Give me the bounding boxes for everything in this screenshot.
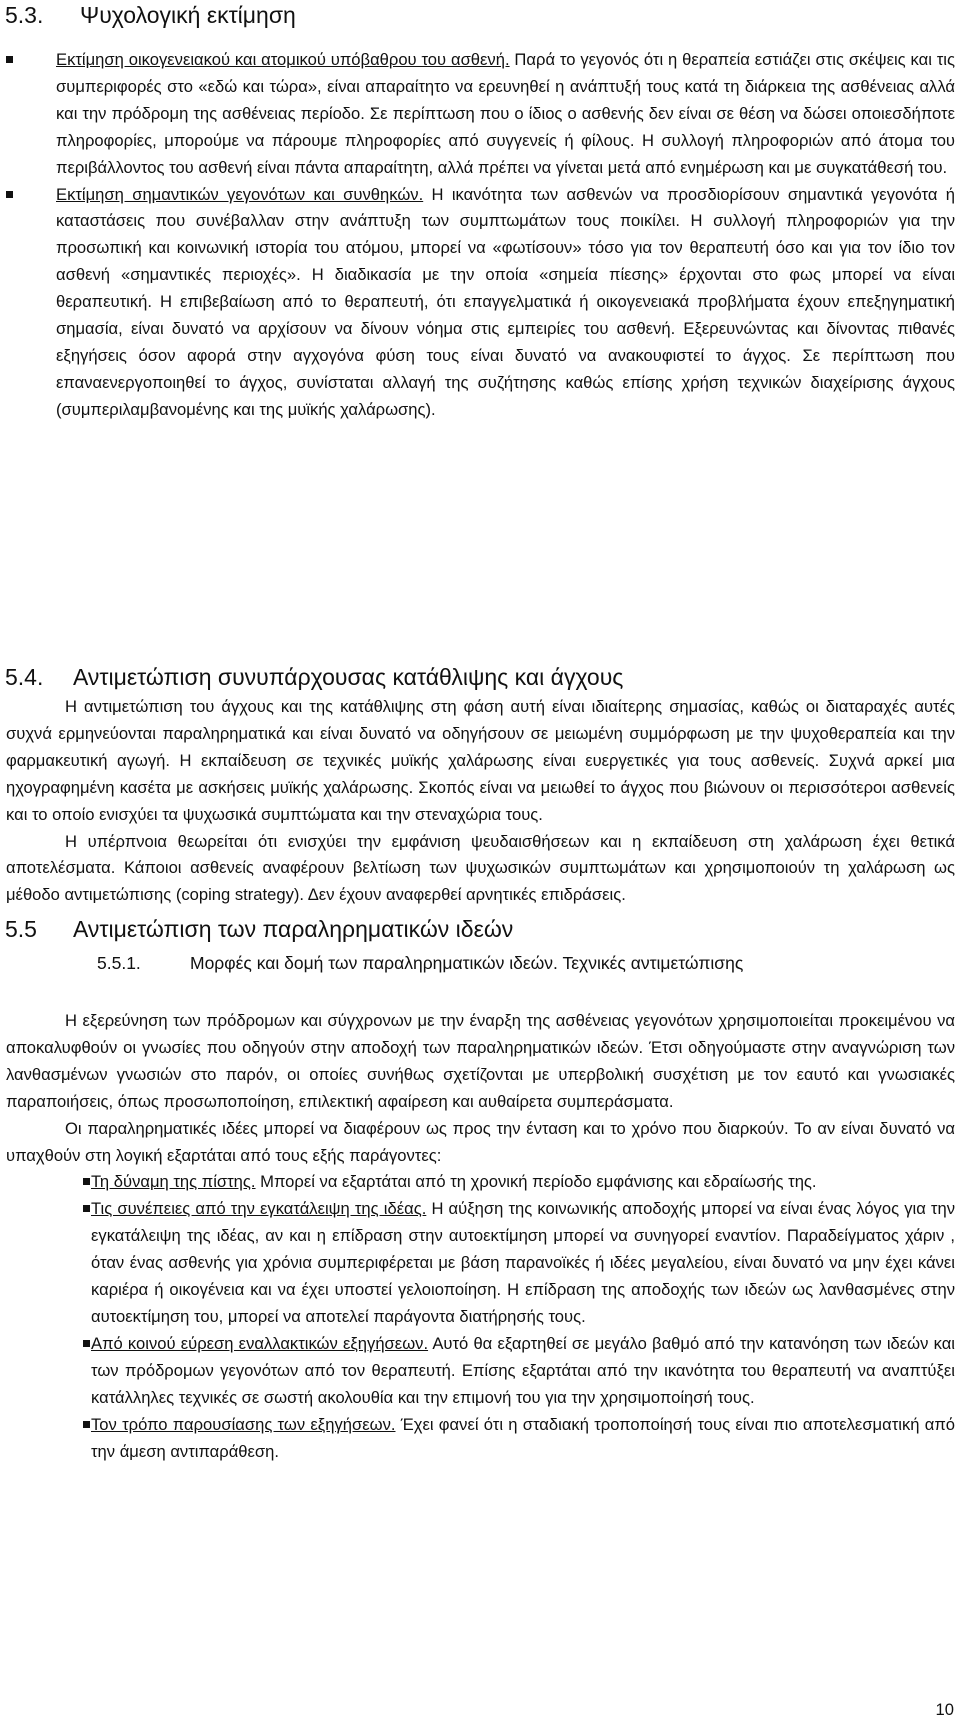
bullet-square-icon [83,1421,90,1428]
bullet-list-5-3 [6,47,955,424]
list-item [6,1412,955,1466]
bullet-square-icon [83,1340,90,1347]
paragraph: Η εξερεύνηση των πρόδρομων και σύγχρονων με την έναρξη της ασθένειας γεγονότων χρησιμοποιείται προκειμένου να αποκαλυφθούν οι γνωσίες που οδηγούν στην αποδοχή των παραληρηματικών ιδεών. Έτσι οδηγούμαστε στην αναγνώριση των λανθασμένων γνωσιών στο παρόν, οι οποίες συνήθως σχετίζονται με υπερβολική συσχέτιση με τον εαυτό και γνωσιακές παραποιήσεις, όπως προσωποποίηση, επιλεκτική αφαίρεση και αυθαίρετα συμπεράσματα. [6,1011,955,1111]
subsection-heading-5-5-1 [97,950,743,976]
paragraph: Η αντιμετώπιση του άγχους και της κατάθλιψης στη φάση αυτή είναι ιδιαίτερης σημασίας, καθώς οι διαταραχές αυτές συχνά ερμηνεύονται παραληρηματικά και είναι δυνατό να οδηγήσουν σε μειωμένη συμμόρφωση με την ψυχοθεραπεία και την φαρμακευτική αγωγή. Η εκπαίδευση σε τεχνικές μυϊκής χαλάρωσης είναι ευεργετικές για τους ασθενείς. Συχνά αρκεί μια ηχογραφημένη κασέτα με ασκήσεις μυϊκής χαλάρωσης. Σκοπός είναι να μειωθεί το άγχος που βιώνουν οι περισσότεροι ασθενείς και το οποίο ενισχύει τα ψυχωσικά συμπτώματα και την στεναχώρια τους. [6,697,955,824]
section-title: Αντιμετώπιση των παραληρηματικών ιδεών [73,916,514,942]
subsection-title: Μορφές και δομή των παραληρηματικών ιδεών. Τεχνικές αντιμετώπισης [190,953,744,973]
section-heading-5-4 [5,662,623,692]
section-number: 5.3. [5,2,44,28]
item-text: Η αύξηση της κοινωνικής αποδοχής μπορεί να είναι ένας λόγος για την εγκατάλειψη της ιδέας, αν και η επίδραση στην αυτοεκτίμηση μπορεί να συνηγορεί εναντίον. Παραδείγματος χάριν , όταν ένας ασθενής για χρόνια συμπεριφέρεται με βάση παρανοϊκές ή ιδέες μεγαλείου, είναι δυνατό να μην έχει κάνει καριέρα ή οικογένεια και να έχει υποστεί γελοιοποίηση. Η επίδραση της αποδοχής των ιδεών ως λανθασμένες στην αυτοεκτίμηση του, μπορεί να αποτελεί παράγοντα διατήρησής τους. [91,1199,955,1326]
item-text: Μπορεί να εξαρτάται από τη χρονική περίοδο εμφάνισης και εδραίωσής της. [255,1172,817,1192]
bullet-square-icon [6,56,13,63]
section-title: Ψυχολογική εκτίμηση [80,2,296,28]
item-label: Από κοινού εύρεση εναλλακτικών εξηγήσεων. [91,1333,429,1353]
item-text: Παρά το γεγονός ότι η θεραπεία εστιάζει στις σκέψεις και τις συμπεριφορές στο «εδώ και τώρα», είναι απαραίτητο να ερευνηθεί η ανάπτυξή τους κατά τη διάρκεια της ασθένειας αλλά και την πρόδρομη της ασθένειας περίοδο. Σε περίπτωση που ο ίδιος ο ασθενής δεν είναι σε θέση να δώσει οποιεσδήποτε πληροφορίες, μπορούμε να πάρουμε πληροφορίες από συγγενείς ή φίλους. Η συλλογή πληροφοριών από άτομα του περιβάλλοντος του ασθενή είναι πάντα απαραίτητη, αλλά πρέπει να γίνεται μετά από ενημέρωση και με συγκατάθεσή του. [56,50,955,177]
subsection-number: 5.5.1. [97,953,141,973]
paragraph: Η υπέρπνοια θεωρείται ότι ενισχύει την εμφάνιση ψευδαισθήσεων και η εκπαίδευση στη χαλάρωση έχει θετικά αποτελέσματα. Κάποιοι ασθενείς αναφέρουν βελτίωση των ψυχωσικών συμπτωμάτων και χρησιμοποιούν τη χαλάρωση ως μέθοδο αντιμετώπισης (coping strategy). Δεν έχουν αναφερθεί αρνητικές επιδράσεις. [6,831,955,905]
item-label: Εκτίμηση οικογενειακού και ατομικού υπόβαθρου του ασθενή. [56,50,510,69]
bullet-square-icon [6,191,13,198]
list-item [6,182,955,424]
section-number: 5.4. [5,664,44,690]
list-item [6,1169,955,1196]
page-number: 10 [935,1700,954,1719]
paragraph: Οι παραληρηματικές ιδέες μπορεί να διαφέρουν ως προς την ένταση και το χρόνο που διαρκούν. Το αν είναι δυνατό να υπαχθούν στη λογική εξαρτάται από τους εξής παράγοντες: [6,1118,955,1165]
item-label: Τις συνέπειες από την εγκατάλειψη της ιδέας. [91,1199,427,1219]
section-body-5-4 [6,694,955,909]
bullet-square-icon [83,1178,90,1185]
item-text: Αυτό θα εξαρτηθεί σε μεγάλο βαθμό από την κατανόηση των ιδεών και των πρόδρομων γεγονότων από τον θεραπευτή. Επίσης εξαρτάται από την ικανότητα του θεραπευτή να αναπτύξει κατάλληλες τεχνικές σε σωστή ακολουθία και την επιμονή του για την χρησιμοποίησή τους. [91,1333,955,1407]
section-heading-5-5 [5,914,513,944]
section-title: Αντιμετώπιση συνυπάρχουσας κατάθλιψης και άγχους [73,664,624,690]
section-number: 5.5 [5,916,37,942]
section-body-5-5 [6,1008,955,1465]
item-label: Τον τρόπο παρουσίασης των εξηγήσεων. [91,1414,396,1434]
list-item [6,47,955,182]
item-label: Εκτίμηση σημαντικών γεγονότων και συνθηκών. [56,184,424,204]
bullet-square-icon [83,1205,90,1212]
item-label: Τη δύναμη της πίστης. [91,1172,256,1192]
item-text: Η ικανότητα των ασθενών να προσδιορίσουν σημαντικά γεγονότα ή καταστάσεις που συνέβαλλαν στην ανάπτυξη των συμπτωμάτων τους ποικίλει. Η συλλογή πληροφοριών για την προσωπική και κοινωνική ιστορία του ατόμου, μπορεί να «φωτίσουν» τόσο για τον θεραπευτή όσο και για τον ίδιο τον ασθενή «σημαντικές περιοχές». Η διαδικασία με την οποία «σημεία πίεσης» έρχονται στο φως μπορεί να είναι θεραπευτική. Η επιβεβαίωση από το θεραπευτή, ότι επαγγελματικά ή οικογενειακά προβλήματα έχουν επεξηγηματική σημασία, είναι δυνατό να αρχίσουν να δίνουν νόημα στις εμπειρίες του ασθενή. Εξερευνώντας και δίνοντας πιθανές εξηγήσεις όσον αφορά στην αγχογόνα φύση τους είναι δυνατό να ανακουφιστεί το άγχος. Σε περίπτωση που επαναενεργοποιηθεί το άγχος, συνίσταται αλλαγή της συζήτησης καθώς επίσης χρήση τεχνικών διαχείρισης άγχους (συμπεριλαμβανομένης και της μυϊκής χαλάρωσης). [56,184,955,419]
list-item [6,1331,955,1412]
section-heading-5-3 [5,0,296,30]
list-item [6,1196,955,1331]
item-text: Έχει φανεί ότι η σταδιακή τροποποίησή τους είναι πιο αποτελεσματική από την άμεση αντιπαράθεση. [91,1414,956,1461]
